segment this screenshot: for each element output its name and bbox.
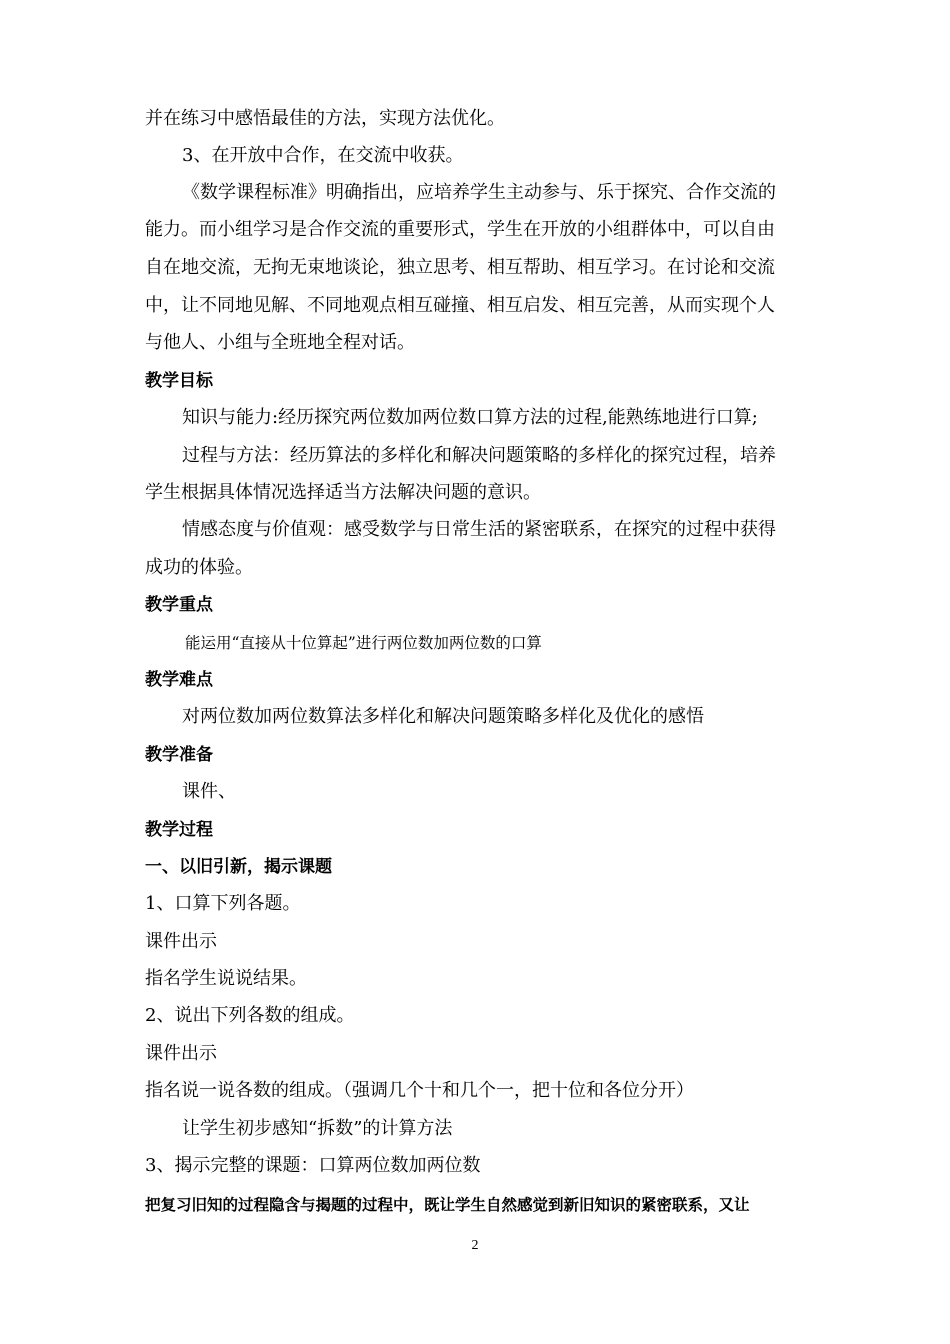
paragraph-line: 让学生初步感知“拆数”的计算方法 [182, 1118, 453, 1139]
paragraph-line: 课件、 [182, 781, 236, 802]
heading-section-one: 一、以旧引新，揭示课题 [145, 857, 332, 877]
bold-paragraph-line: 把复习旧知的过程隐含与揭题的过程中，既让学生自然感觉到新旧知识的紧密联系，又让 [145, 1196, 750, 1214]
paragraph-line: 中，让不同地见解、不同地观点相互碰撞、相互启发、相互完善，从而实现个人 [145, 295, 775, 316]
paragraph-line: 对两位数加两位数算法多样化和解决问题策略多样化及优化的感悟 [182, 706, 704, 727]
paragraph-line: 3、揭示完整的课题：口算两位数加两位数 [145, 1155, 481, 1176]
page-number: 2 [471, 1238, 479, 1253]
paragraph-line: 指名学生说说结果。 [145, 968, 307, 989]
paragraph-line: 与他人、小组与全班地全程对话。 [145, 332, 415, 353]
heading-difficulties: 教学难点 [145, 670, 213, 690]
heading-teaching-goals: 教学目标 [145, 371, 213, 391]
paragraph-line: 学生根据具体情况选择适当方法解决问题的意识。 [145, 482, 541, 503]
paragraph-line: 能运用“直接从十位算起”进行两位数加两位数的口算 [185, 634, 542, 652]
heading-preparation: 教学准备 [145, 745, 213, 765]
paragraph-line: 课件出示 [145, 1043, 217, 1064]
paragraph-line: 并在练习中感悟最佳的方法，实现方法优化。 [145, 108, 505, 129]
paragraph-line: 课件出示 [145, 931, 217, 952]
paragraph-line: 知识与能力:经历探究两位数加两位数口算方法的过程,能熟练地进行口算; [182, 407, 758, 428]
heading-key-points: 教学重点 [145, 595, 213, 615]
paragraph-line: 成功的体验。 [145, 557, 253, 578]
paragraph-line: 《数学课程标准》明确指出，应培养学生主动参与、乐于探究、合作交流的 [182, 182, 776, 203]
heading-process: 教学过程 [145, 820, 213, 840]
section-subtitle: 3、在开放中合作，在交流中收获。 [182, 145, 464, 166]
paragraph-line: 1、口算下列各题。 [145, 893, 301, 914]
paragraph-line: 能力。而小组学习是合作交流的重要形式，学生在开放的小组群体中，可以自由 [145, 219, 775, 240]
paragraph-line: 情感态度与价值观：感受数学与日常生活的紧密联系，在探究的过程中获得 [182, 519, 776, 540]
paragraph-line: 自在地交流，无拘无束地谈论，独立思考、相互帮助、相互学习。在讨论和交流 [145, 257, 775, 278]
paragraph-line: 2、说出下列各数的组成。 [145, 1005, 355, 1026]
paragraph-line: 过程与方法：经历算法的多样化和解决问题策略的多样化的探究过程，培养 [182, 445, 776, 466]
paragraph-line: 指名说一说各数的组成。（强调几个十和几个一，把十位和各位分开） [145, 1080, 694, 1101]
